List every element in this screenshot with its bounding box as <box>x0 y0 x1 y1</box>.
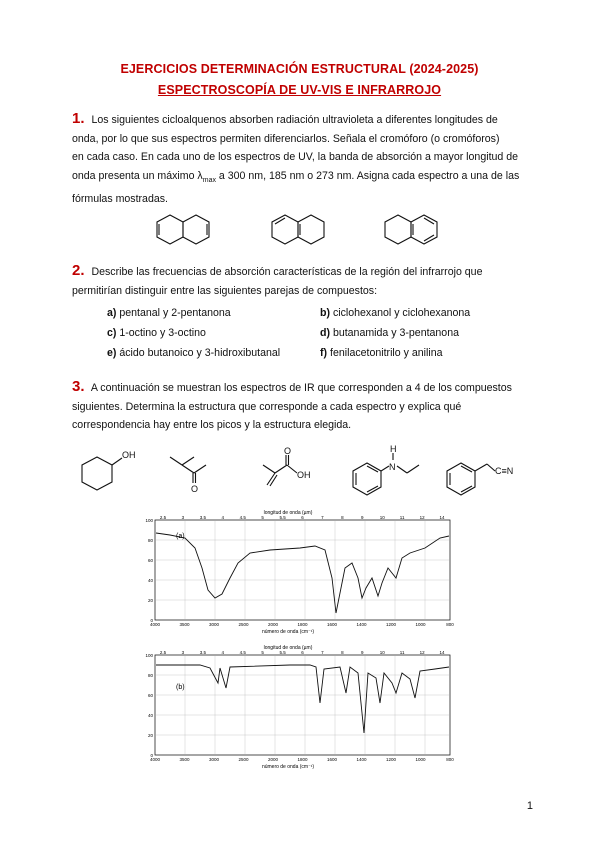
spectrum-b-bottom-tick: 1800 <box>297 757 308 762</box>
spectrum-b-label: (b) <box>176 684 185 691</box>
spectrum-a-bottom-tick: 3500 <box>179 622 190 627</box>
spectrum-a-top-axis-title: longitud de onda (µm) <box>263 510 313 516</box>
n-ethylaniline-structure <box>353 453 419 495</box>
exercise-3-text <box>72 378 530 435</box>
spectrum-b-top-tick: 6 <box>301 650 304 655</box>
page-number: 1 <box>526 800 533 812</box>
spectrum-b-bottom-tick: 3500 <box>179 757 190 762</box>
spectrum-b-y-tick: 0 <box>150 753 153 758</box>
spectrum-a-top-tick: 3.5 <box>199 515 206 520</box>
spectrum-a-top-tick: 12 <box>419 515 425 520</box>
cyclohexanol-structure <box>82 457 122 490</box>
spectrum-a-label: (a) <box>176 533 185 540</box>
spectrum-a-top-tick: 4 <box>221 515 225 520</box>
spectrum-a-y-tick: 20 <box>147 598 153 603</box>
cycloalkene-structures <box>150 210 450 250</box>
spectrum-b-bottom-tick: 4000 <box>149 757 161 762</box>
spectrum-b-y-tick: 40 <box>147 713 153 718</box>
lambda-subscript: max <box>202 176 216 184</box>
spectrum-b-top-tick: 14 <box>439 650 445 655</box>
cycloalkene-1 <box>157 215 209 244</box>
spectrum-b-bottom-tick: 2000 <box>267 757 279 762</box>
ex1-line4a: onda presenta un máximo λ <box>72 169 203 182</box>
pair-e: e) ácido butanoico y 3-hidroxibutanal <box>107 347 281 359</box>
spectrum-b-top-tick: 10 <box>379 650 385 655</box>
spectrum-b-top-tick: 5 <box>261 650 264 655</box>
spectrum-a-top-tick: 2.5 <box>159 515 167 520</box>
pair-d: d) butanamida y 3-pentanona <box>320 327 459 339</box>
spectrum-a-bottom-axis-title: número de onda (cm⁻¹) <box>261 629 315 635</box>
ex1-line4b: a 300 nm, 185 nm o 273 nm. Asigna cada espectro a una de las <box>215 169 520 182</box>
spectrum-b-top-tick: 11 <box>399 650 405 655</box>
spectrum-a-top-tick: 10 <box>379 515 385 520</box>
spectrum-b-bottom-tick: 3000 <box>208 757 220 762</box>
ir-spectrum-a <box>140 508 460 638</box>
ex1-line2: onda, por lo que sus espectros permiten diferenciarlos. Señala el cromóforo (o cromóforos) <box>72 132 500 145</box>
exercise-1-number: 1. <box>72 110 85 127</box>
spectrum-a-top-tick: 11 <box>399 515 405 520</box>
spectrum-a-top-tick: 4.5 <box>239 515 246 520</box>
ex1-line3: en cada caso. En cada uno de los espectros de UV, la banda de absorción a mayor longitud de <box>72 151 519 164</box>
spectrum-b-top-tick: 7 <box>321 650 324 655</box>
spectrum-b-y-tick: 80 <box>147 673 153 678</box>
exercise-1-text <box>72 110 530 209</box>
acid-o-label: O <box>284 446 292 456</box>
spectrum-a-bottom-tick: 800 <box>446 622 454 627</box>
spectrum-a-top-tick: 14 <box>439 515 445 520</box>
spectrum-a-y-tick: 80 <box>147 538 153 543</box>
spectrum-a-bottom-tick: 1800 <box>297 622 308 627</box>
ex1-line1: Los siguientes cicloalquenos absorben radiación ultravioleta a diferentes longitudes de <box>91 114 498 126</box>
spectrum-b-bottom-tick: 800 <box>446 757 454 762</box>
pair-a: a) pentanal y 2-pentanona <box>107 307 231 319</box>
ex1-line5: fórmulas mostradas. <box>72 193 168 206</box>
spectrum-b-bottom-tick: 1600 <box>326 757 338 762</box>
ex3-line2: siguientes. Determina la estructura que corresponde a cada espectro y explica qué <box>72 400 462 413</box>
ketone-o-label: O <box>191 484 199 494</box>
spectrum-b-top-tick: 5.5 <box>279 650 286 655</box>
spectrum-a-y-tick: 0 <box>150 618 153 623</box>
methylbutanone-structure <box>170 457 206 483</box>
spectrum-a-top-tick: 5.5 <box>279 515 286 520</box>
spectrum-a-bottom-tick: 1600 <box>326 622 338 627</box>
spectrum-b-top-axis-title: longitud de onda (µm) <box>263 645 313 651</box>
spectrum-a-y-tick: 40 <box>147 578 153 583</box>
spectrum-a-bottom-tick: 3000 <box>208 622 220 627</box>
ex3-line1: A continuación se muestran los espectros de IR que corresponden a 4 de los compuestos <box>90 382 512 394</box>
ex3-line3: correspondencia hay entre los picos y la estructura elegida. <box>72 419 352 432</box>
spectrum-a-top-tick: 7 <box>321 515 324 520</box>
spectrum-a-bottom-tick: 2500 <box>238 622 249 627</box>
spectrum-a-y-tick: 100 <box>145 518 153 523</box>
spectrum-a-bottom-tick: 1200 <box>385 622 397 627</box>
nh-h-label: H <box>390 445 397 454</box>
spectrum-b-top-tick: 12 <box>419 650 425 655</box>
acid-oh-label: OH <box>297 470 311 480</box>
document-subtitle: ESPECTROSCOPÍA DE UV-VIS E INFRARROJO <box>157 83 442 97</box>
spectrum-a-y-tick: 60 <box>147 558 153 563</box>
spectrum-a-top-tick: 9 <box>361 515 364 520</box>
spectrum-b-y-tick: 60 <box>147 693 153 698</box>
spectrum-b-bottom-tick: 1200 <box>385 757 397 762</box>
phenylacetonitrile-structure <box>447 463 495 495</box>
spectrum-a-top-tick: 6 <box>301 515 304 520</box>
spectrum-a-bottom-tick: 1400 <box>356 622 367 627</box>
exercise-2-text <box>72 262 530 300</box>
cycloalkene-3 <box>385 215 437 244</box>
spectrum-a-top-tick: 3 <box>181 515 185 520</box>
spectrum-b-top-tick: 4 <box>221 650 225 655</box>
nitrile-label: C≡N <box>495 466 514 476</box>
spectrum-b-top-tick: 8 <box>341 650 344 655</box>
spectrum-b-bottom-axis-title: número de onda (cm⁻¹) <box>261 764 315 770</box>
cycloalkene-2 <box>272 215 324 244</box>
ex2-line2: permitirían distinguir entre las siguientes parejas de compuestos: <box>72 284 378 297</box>
oh-label: OH <box>122 450 136 460</box>
pair-b: b) ciclohexanol y ciclohexanona <box>320 307 471 319</box>
spectrum-b-bottom-tick: 2500 <box>238 757 249 762</box>
spectrum-b-bottom-tick: 1000 <box>415 757 426 762</box>
spectrum-a-top-tick: 5 <box>261 515 264 520</box>
spectrum-a-bottom-tick: 1000 <box>415 622 426 627</box>
exercise-3-number: 3. <box>72 378 85 395</box>
spectrum-b-top-tick: 9 <box>361 650 364 655</box>
spectrum-a-bottom-tick: 2000 <box>267 622 279 627</box>
document-title: EJERCICIOS DETERMINACIÓN ESTRUCTURAL (2024-2025) <box>120 62 479 76</box>
pair-f: f) fenilacetonitrilo y anilina <box>320 347 443 359</box>
spectrum-b-top-tick: 3 <box>181 650 185 655</box>
spectrum-b-y-tick: 20 <box>147 733 153 738</box>
ir-spectrum-b <box>140 643 460 773</box>
pair-c: c) 1-octino y 3-octino <box>107 327 206 339</box>
spectrum-b-top-tick: 3.5 <box>199 650 206 655</box>
spectrum-b-bottom-tick: 1400 <box>356 757 367 762</box>
spectrum-a-bottom-tick: 4000 <box>149 622 161 627</box>
spectrum-b-top-tick: 2.5 <box>159 650 167 655</box>
spectrum-b-top-tick: 4.5 <box>239 650 246 655</box>
spectrum-a-top-tick: 8 <box>341 515 344 520</box>
spectrum-b-y-tick: 100 <box>145 653 153 658</box>
ir-compound-structures <box>75 445 535 505</box>
ex2-line1: Describe las frecuencias de absorción características de la región del infrarrojo que <box>91 266 483 278</box>
methacrylic-acid-structure <box>263 455 297 486</box>
nh-n-label: N <box>389 462 396 472</box>
exercise-2-number: 2. <box>72 262 85 279</box>
